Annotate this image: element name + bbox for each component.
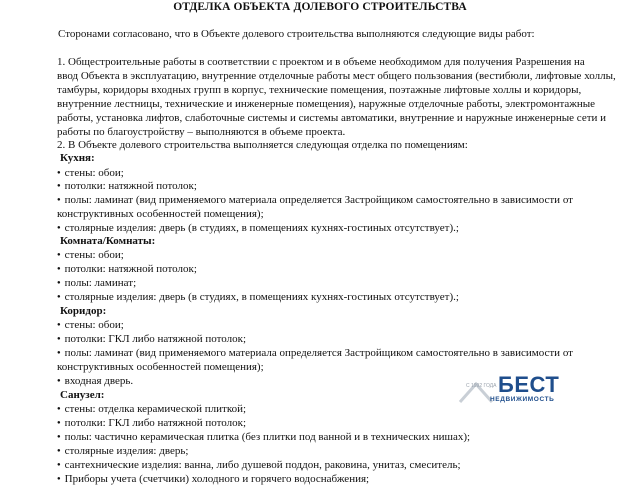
paragraph-1-line-1: 1. Общестроительные работы в соответствии с проектом и в объеме необходимом для получения Разрешения на xyxy=(57,56,585,68)
intro-text: Сторонами согласовано, что в Объекте долевого строительства выполняются следующие виды работ: xyxy=(58,28,535,40)
bathroom-floor: ● полы: частично керамическая плитка (без плитки под ванной и в технических нишах); xyxy=(57,430,470,444)
paragraph-1-line-5: работы, установка лифтов, слаботочные системы и системы автоматики, внутренние и наружные инженерные сети и xyxy=(57,112,607,124)
kitchen-floor: ● полы: ламинат (вид применяемого материала определяется Застройщиком самостоятельно в зависимости от xyxy=(57,193,573,207)
kitchen-walls: ● стены: обои; xyxy=(57,166,124,180)
room-floor: ● полы: ламинат; xyxy=(57,276,136,290)
bathroom-sanitary: ● сантехнические изделия: ванна, либо душевой поддон, раковина, унитаз, смеситель; xyxy=(57,458,461,472)
bathroom-heading: Санузел: xyxy=(60,389,105,401)
paragraph-2: 2. В Объекте долевого строительства выполняется следующая отделка по помещениям: xyxy=(57,139,468,151)
corridor-ceiling: ● потолки: ГКЛ либо натяжной потолок; xyxy=(57,332,246,346)
bathroom-walls: ● стены: отделка керамической плиткой; xyxy=(57,402,246,416)
corridor-floor-continued: конструктивных особенностей помещения); xyxy=(57,361,264,373)
house-roof-icon xyxy=(458,378,497,404)
corridor-walls: ● стены: обои; xyxy=(57,318,124,332)
watermark-brand: БЕСТ xyxy=(498,372,560,397)
paragraph-1-line-6: работы по благоустройству – выполняются в объеме проекта. xyxy=(57,126,346,138)
kitchen-joinery: ● столярные изделия: дверь (в студиях, в помещениях кухнях-гостиных отсутствует).; xyxy=(57,221,459,235)
kitchen-heading: Кухня: xyxy=(60,152,95,164)
room-ceiling: ● потолки: натяжной потолок; xyxy=(57,262,197,276)
room-heading: Комната/Комнаты: xyxy=(60,235,156,247)
corridor-floor: ● полы: ламинат (вид применяемого материала определяется Застройщиком самостоятельно в зависимости от xyxy=(57,346,573,360)
kitchen-ceiling: ● потолки: натяжной потолок; xyxy=(57,179,197,193)
corridor-door: ● входная дверь. xyxy=(57,374,133,388)
corridor-heading: Коридор: xyxy=(60,305,107,317)
document-title: ОТДЕЛКА ОБЪЕКТА ДОЛЕВОГО СТРОИТЕЛЬСТВА xyxy=(173,1,467,13)
kitchen-floor-continued: конструктивных особенностей помещения); xyxy=(57,208,264,220)
paragraph-1-line-2: ввод Объекта в эксплуатацию, внутренние отделочные работы мест общего пользования (вестибюли, лифтовые холлы, xyxy=(57,70,616,82)
bathroom-joinery: ● столярные изделия: дверь; xyxy=(57,444,188,458)
paragraph-1-line-4: внутренние лестницы, технические и инженерные помещения), наружные отделочные работы, электромонтажные xyxy=(57,98,596,110)
bathroom-ceiling: ● потолки: ГКЛ либо натяжной потолок; xyxy=(57,416,246,430)
room-walls: ● стены: обои; xyxy=(57,248,124,262)
watermark-subtitle: НЕДВИЖИМОСТЬ xyxy=(490,396,555,403)
room-joinery: ● столярные изделия: дверь (в студиях, в помещениях кухнях-гостиных отсутствует).; xyxy=(57,290,459,304)
watermark-logo xyxy=(458,372,634,410)
watermark-since: С 1992 ГОДА xyxy=(466,383,497,389)
paragraph-1-line-3: тамбуры, коридоры входных групп в корпус, технические помещения, поэтажные лифтовые холлы и коридоры, xyxy=(57,84,582,96)
bathroom-meters: ● Приборы учета (счетчики) холодного и горячего водоснабжения; xyxy=(57,472,369,486)
